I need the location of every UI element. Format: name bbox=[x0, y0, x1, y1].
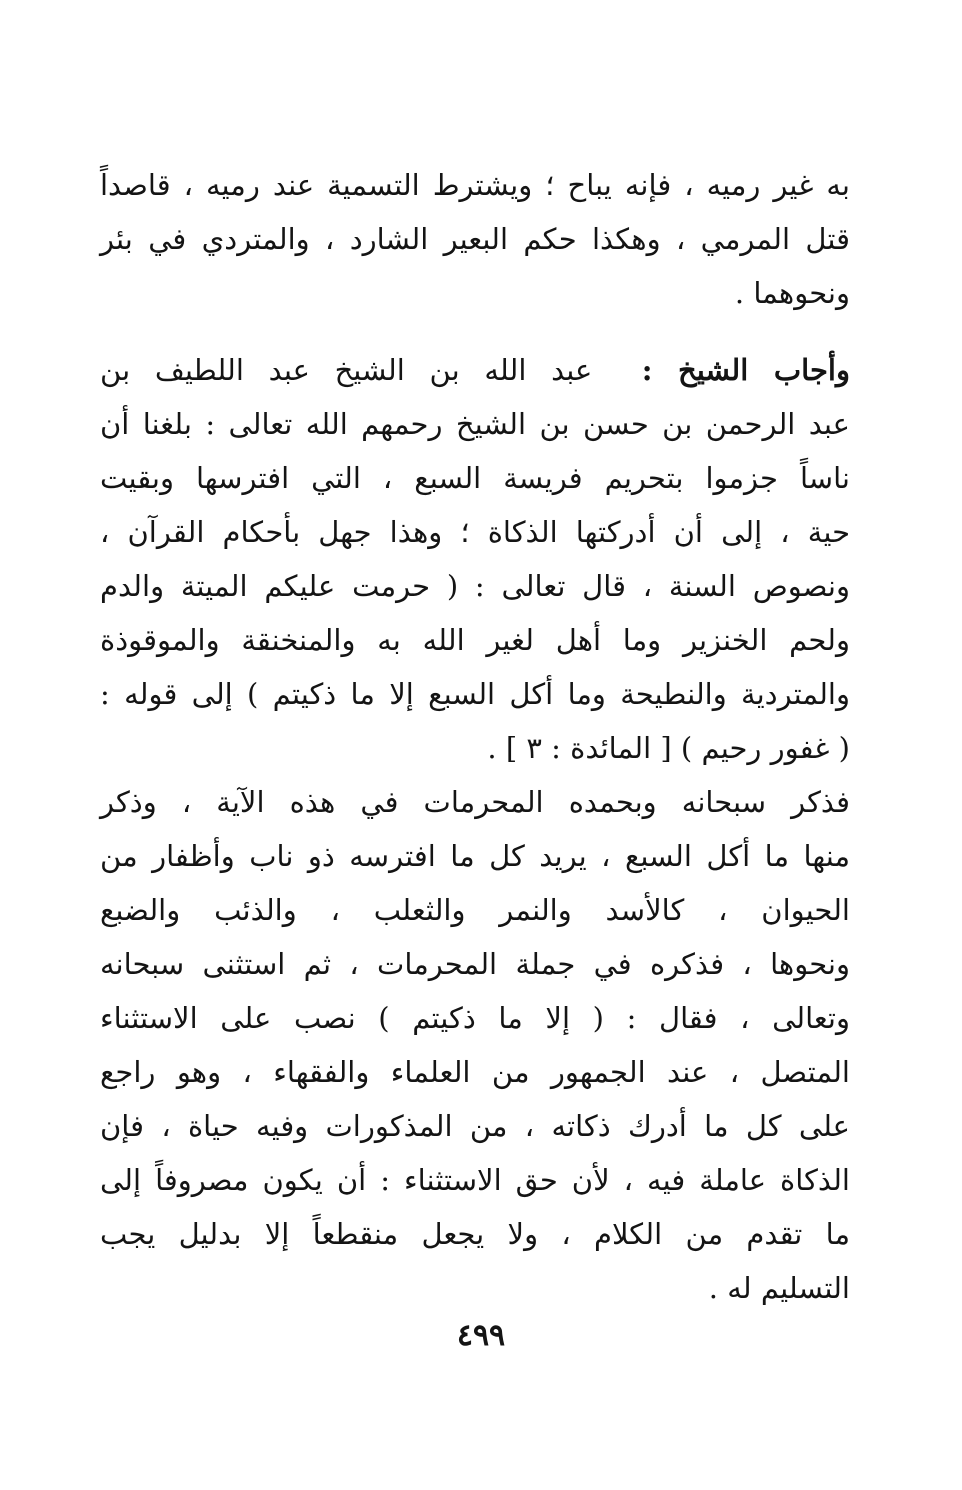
text-line: على كل ما أدرك ذكاته ، من المذكورات وفيه حياة ، فإن bbox=[100, 1109, 850, 1143]
text-line: منها ما أكل السبع ، يريد كل ما افترسه ذو ناب وأظفار من bbox=[100, 839, 850, 873]
text-line: قتل المرمي ، وهكذا حكم البعير الشارد ، والمتردي في بئر bbox=[100, 222, 850, 256]
text-line: فذكر سبحانه وبحمده المحرمات في هذه الآية ، وذكر bbox=[100, 785, 850, 819]
text-line: ( غفور رحيم ) [ المائدة : ٣ ] . bbox=[487, 731, 850, 765]
text-line: والمتردية والنطيحة وما أكل السبع إلا ما ذكيتم ) إلى قوله : bbox=[100, 677, 850, 711]
text-line: الذكاة عاملة فيه ، لأن حق الاستثناء : أن يكون مصروفاً إلى bbox=[100, 1163, 850, 1197]
text-line: ما تقدم من الكلام ، ولا يجعل منقطعاً إلا بدليل يجب bbox=[100, 1217, 850, 1251]
text-line: التسليم له . bbox=[708, 1271, 850, 1305]
text-line: ونحوها ، فذكره في جملة المحرمات ، ثم استثنى سبحانه bbox=[100, 947, 850, 981]
text-line: المتصل ، عند الجمهور من العلماء والفقهاء ، وهو راجع bbox=[100, 1055, 850, 1089]
text-line: ونحوهما . bbox=[734, 276, 850, 310]
text-line: وتعالى ، فقال : ( إلا ما ذكيتم ) نصب على الاستثناء bbox=[100, 1001, 850, 1035]
text-line bbox=[100, 343, 850, 397]
page-number: ٤٩٩ bbox=[456, 1318, 506, 1353]
answer-lead: وأجاب الشيخ : bbox=[641, 353, 850, 387]
scholar-name: عبد الله بن الشيخ عبد اللطيف بن bbox=[100, 353, 593, 387]
text-line: ولحم الخنزير وما أهل لغير الله به والمنخنقة والموقوذة bbox=[100, 623, 850, 657]
text-line: ونصوص السنة ، قال تعالى : ( حرمت عليكم الميتة والدم bbox=[100, 569, 850, 603]
paragraph-1 bbox=[100, 158, 850, 320]
text-line: عبد الرحمن بن حسن بن الشيخ رحمهم الله تعالى : بلغنا أن bbox=[100, 407, 850, 441]
text-line: الحيوان ، كالأسد والنمر والثعلب ، والذئب والضبع bbox=[100, 893, 850, 927]
paragraph-2 bbox=[100, 343, 850, 775]
text-line: حية ، إلى أن أدركتها الذكاة ؛ وهذا جهل بأحكام القرآن ، bbox=[100, 515, 850, 549]
text-line: ناساً جزموا بتحريم فريسة السبع ، التي افترسها وبقيت bbox=[100, 461, 850, 495]
text-line: به غير رميه ، فإنه يباح ؛ ويشترط التسمية عند رميه ، قاصداً bbox=[100, 168, 850, 202]
paragraph-3 bbox=[100, 775, 850, 1315]
